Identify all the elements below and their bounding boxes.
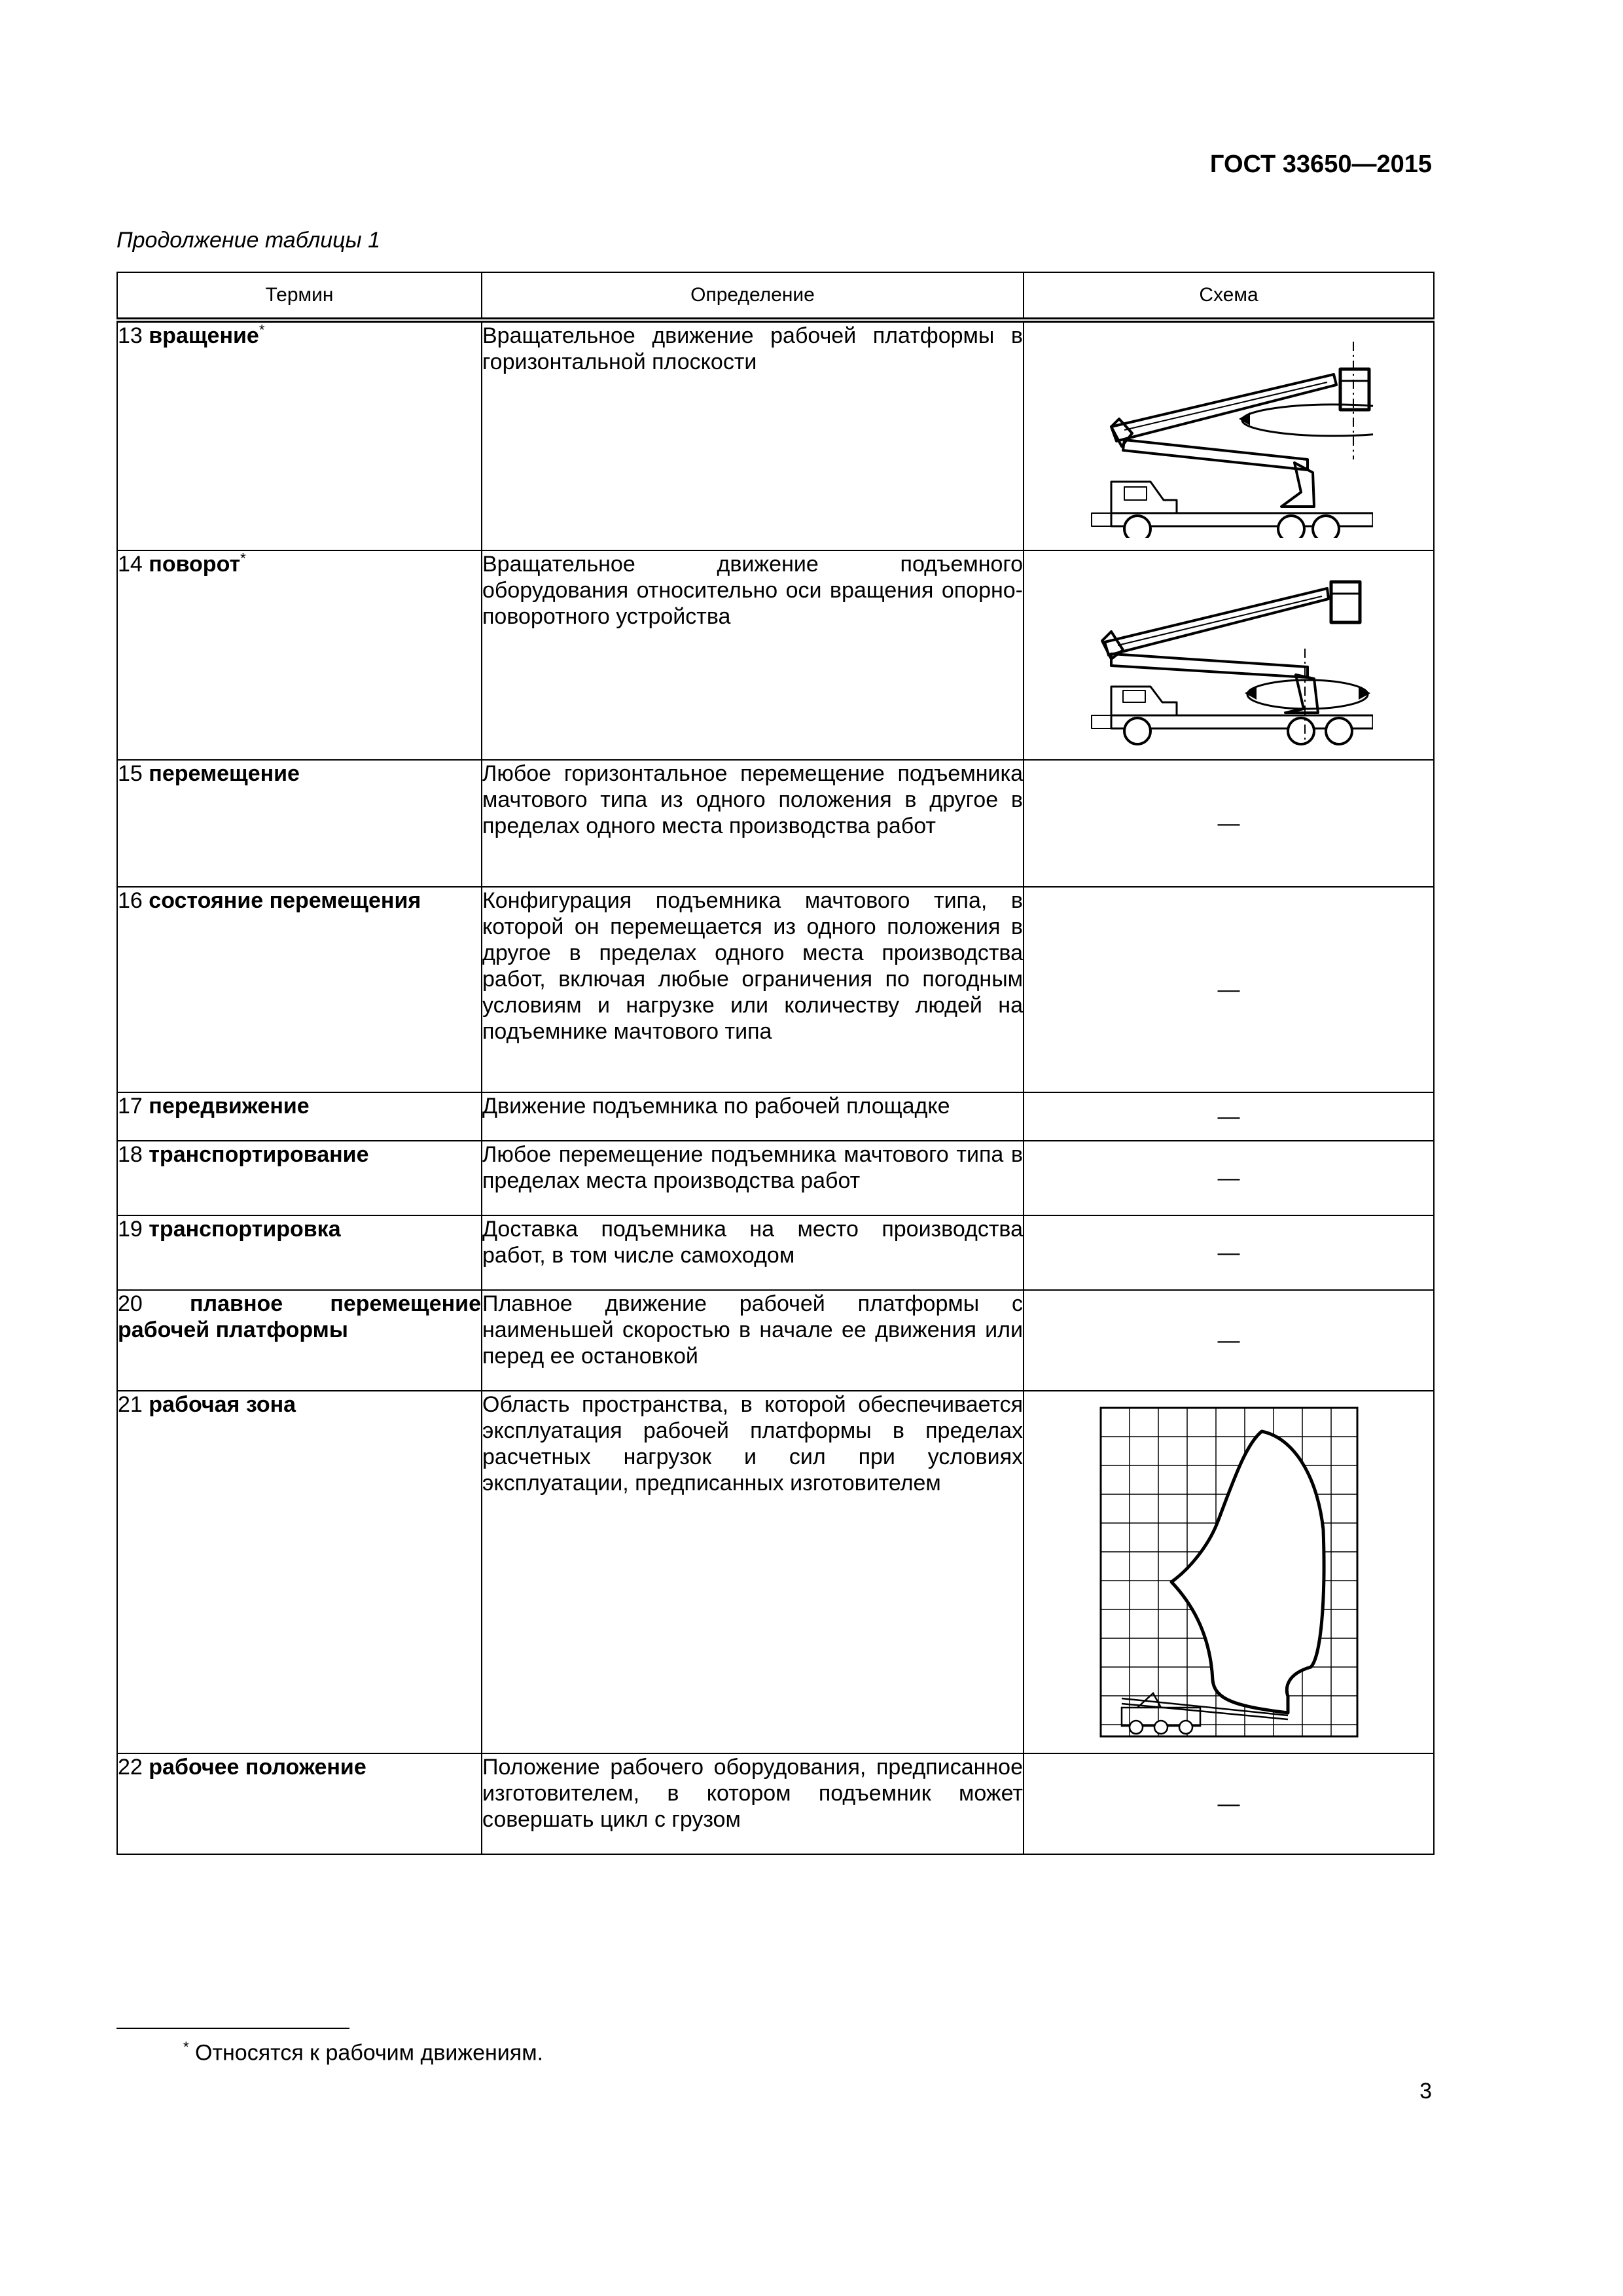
term-name: рабочая зона	[149, 1392, 296, 1417]
term-number: 14	[118, 552, 143, 577]
footnote-mark: *	[259, 321, 265, 338]
term-name: вращение	[149, 323, 259, 348]
scheme-cell: —	[1024, 1753, 1434, 1854]
table-row	[117, 1753, 1434, 1854]
term-cell	[117, 1092, 482, 1141]
scheme-cell	[1024, 320, 1434, 550]
term-number: 18	[118, 1142, 143, 1167]
table-header-row	[117, 272, 1434, 320]
term-cell	[117, 1141, 482, 1215]
definition-cell: Область пространства, в которой обеспечивается эксплуатация рабочей платформы в пределах расчетных нагрузок и сил при условиях эксплуатации, предписанных изготовителем	[482, 1391, 1024, 1753]
term-number: 16	[118, 888, 143, 913]
term-name: рабочее положение	[149, 1755, 366, 1780]
term-name: перемещение	[149, 761, 300, 786]
table-row	[117, 320, 1434, 550]
term-cell	[117, 887, 482, 1092]
term-cell	[117, 760, 482, 887]
definition-cell: Вращательное движение рабочей платформы в горизонтальной плоскости	[482, 320, 1024, 550]
term-name: передвижение	[149, 1094, 310, 1119]
term-cell	[117, 550, 482, 760]
definition-cell: Любое перемещение подъемника мачтового типа в пределах места производства работ	[482, 1141, 1024, 1215]
term-name: транспортировка	[149, 1217, 341, 1242]
scheme-cell: —	[1024, 760, 1434, 887]
term-cell	[117, 320, 482, 550]
working-zone-diagram	[1098, 1405, 1360, 1739]
table-caption: Продолжение таблицы 1	[116, 228, 380, 253]
scheme-cell: —	[1024, 1215, 1434, 1290]
term-number: 21	[118, 1392, 143, 1417]
definition-cell: Конфигурация подъемника мачтового типа, в которой он перемещается из одного положения в другое в пределах одного места производства работ, включая любые ограничения по погодным условиям и нагрузке или количеству людей на подъемнике мачтового типа	[482, 887, 1024, 1092]
table-row	[117, 1290, 1434, 1391]
column-header-term: Термин	[117, 272, 482, 320]
term-cell	[117, 1753, 482, 1854]
definition-cell: Доставка подъемника на место производства работ, в том числе самоходом	[482, 1215, 1024, 1290]
scheme-cell: —	[1024, 1141, 1434, 1215]
column-header-definition: Определение	[482, 272, 1024, 320]
scheme-cell	[1024, 550, 1434, 760]
table-row	[117, 1215, 1434, 1290]
footnote-mark: *	[240, 550, 246, 567]
term-name: поворот	[149, 552, 241, 577]
term-name: транспортирование	[149, 1142, 369, 1167]
terms-table	[116, 272, 1435, 1855]
page-number: 3	[1419, 2079, 1432, 2104]
table-row	[117, 760, 1434, 887]
term-cell	[117, 1215, 482, 1290]
scheme-cell	[1024, 1391, 1434, 1753]
term-number: 22	[118, 1755, 143, 1780]
definition-cell: Движение подъемника по рабочей площадке	[482, 1092, 1024, 1141]
term-cell	[117, 1290, 482, 1391]
table-row	[117, 1391, 1434, 1753]
table-row	[117, 1141, 1434, 1215]
definition-cell: Плавное движение рабочей платформы с наименьшей скоростью в начале ее движения или перед ее остановкой	[482, 1290, 1024, 1391]
document-id: ГОСТ 33650—2015	[1209, 151, 1432, 178]
term-name: состояние перемещения	[149, 888, 421, 913]
rotation-diagram	[1085, 335, 1373, 538]
scheme-cell: —	[1024, 887, 1434, 1092]
definition-cell: Любое горизонтальное перемещение подъемника мачтового типа из одного положения в другое в пределах одного места производства работ	[482, 760, 1024, 887]
term-name: плавное перемещение рабочей платформы	[118, 1291, 481, 1342]
footnote-mark: *	[183, 2039, 189, 2055]
footnote-text: Относятся к рабочим движениям.	[195, 2040, 544, 2066]
table-row	[117, 887, 1434, 1092]
footnote	[183, 2039, 543, 2066]
table-row	[117, 550, 1434, 760]
term-number: 13	[118, 323, 143, 348]
table-row	[117, 1092, 1434, 1141]
term-number: 15	[118, 761, 143, 786]
term-number: 17	[118, 1094, 143, 1119]
definition-cell: Положение рабочего оборудования, предписанное изготовителем, в котором подъемник может совершать цикл с грузом	[482, 1753, 1024, 1854]
term-number: 20	[118, 1291, 143, 1316]
term-cell	[117, 1391, 482, 1753]
term-number: 19	[118, 1217, 143, 1242]
slewing-diagram	[1085, 564, 1373, 747]
column-header-scheme: Схема	[1024, 272, 1434, 320]
scheme-cell: —	[1024, 1290, 1434, 1391]
scheme-cell: —	[1024, 1092, 1434, 1141]
definition-cell: Вращательное движение подъемного оборудования относительно оси вращения опорно-поворотного устройства	[482, 550, 1024, 760]
footnote-divider	[116, 2028, 349, 2029]
